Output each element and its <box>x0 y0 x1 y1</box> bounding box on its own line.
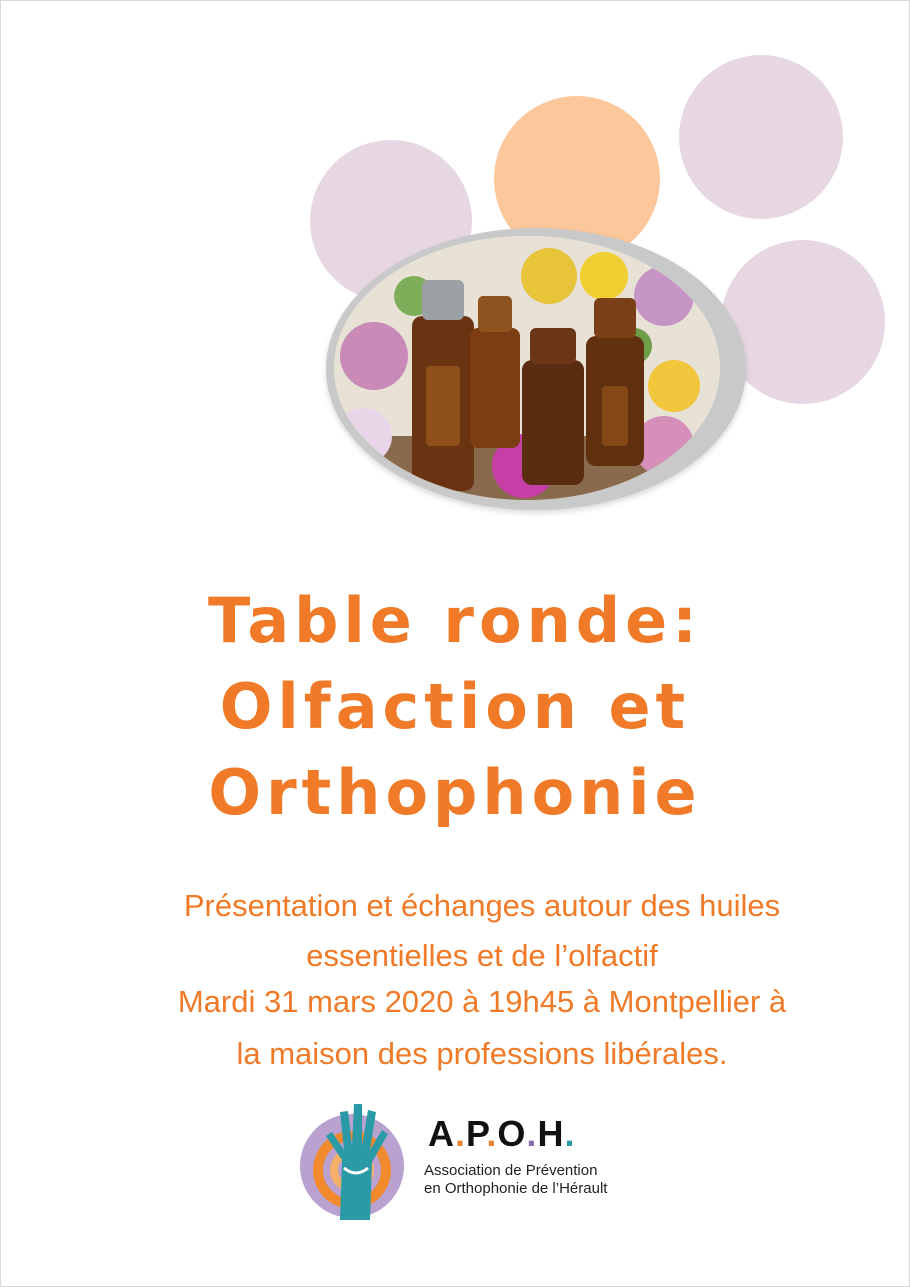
hand-logo-icon <box>296 1096 408 1220</box>
organization-name-line-1: Association de Prévention <box>424 1162 598 1179</box>
essential-oils-photo <box>334 236 720 500</box>
organization-name-line-2: en Orthophonie de l’Hérault <box>424 1180 608 1197</box>
details-line-4: la maison des professions libérales. <box>236 1036 728 1071</box>
details-line-3: Mardi 31 mars 2020 à 19h45 à Montpellier à <box>177 984 787 1019</box>
details-line-2: essentielles et de l’olfactif <box>306 938 658 973</box>
title-line-2: Olfaction et <box>219 670 691 743</box>
details-line-1: Présentation et échanges autour des huiles <box>183 888 781 923</box>
title-line-1: Table ronde: <box>208 584 702 657</box>
decorative-circle-lilac-right <box>721 240 885 404</box>
title-line-3: Orthophonie <box>208 756 702 829</box>
organization-acronym: A.P.O.H. <box>428 1113 576 1154</box>
decorative-circle-lilac-top <box>679 55 843 219</box>
essential-oils-illustration <box>334 236 720 500</box>
